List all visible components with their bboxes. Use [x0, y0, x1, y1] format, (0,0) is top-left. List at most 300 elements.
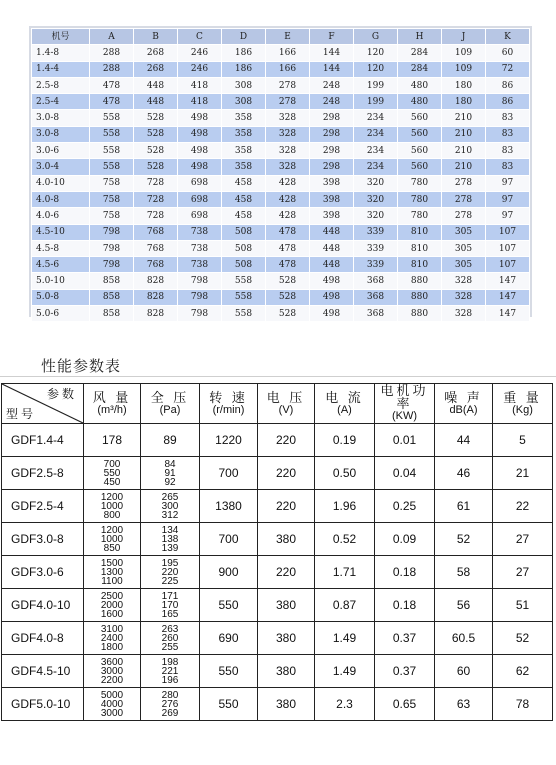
dimension-cell: 858 — [90, 273, 134, 289]
dimension-cell: 498 — [310, 289, 354, 305]
dimension-cell: 268 — [134, 61, 178, 77]
pressure-cell — [141, 622, 200, 655]
power-cell: 0.65 — [375, 688, 435, 721]
machine-number-cell: 5.0-10 — [32, 273, 90, 289]
voltage-cell: 380 — [258, 622, 315, 655]
dimension-row — [32, 240, 530, 256]
dimension-row — [32, 45, 530, 61]
pressure-value: 89 — [163, 433, 177, 447]
dimension-cell: 810 — [398, 240, 442, 256]
dimension-cell: 698 — [178, 175, 222, 191]
pressure-value: 255 — [161, 641, 179, 653]
performance-row — [2, 490, 553, 523]
dimension-row — [32, 61, 530, 77]
param-header-label: 风 量 — [92, 389, 132, 405]
dimension-cell: 328 — [266, 126, 310, 142]
flow-value: 2000 — [100, 599, 124, 611]
model-cell: GDF4.0-10 — [2, 589, 84, 622]
dimension-cell: 278 — [442, 175, 486, 191]
dimension-cell: 166 — [266, 61, 310, 77]
flow-cell — [84, 490, 141, 523]
pressure-cell — [141, 655, 200, 688]
voltage-cell: 220 — [258, 457, 315, 490]
dimension-row — [32, 175, 530, 191]
param-header-cell — [200, 384, 258, 424]
dimension-cell: 798 — [178, 273, 222, 289]
power-cell: 0.09 — [375, 523, 435, 556]
dimension-cell: 298 — [310, 126, 354, 142]
dimension-cell: 278 — [266, 77, 310, 93]
dimension-header-cell: F — [310, 29, 354, 45]
dimension-cell: 248 — [310, 77, 354, 93]
dimension-cell: 210 — [442, 110, 486, 126]
dimension-cell: 298 — [310, 110, 354, 126]
model-cell: GDF3.0-8 — [2, 523, 84, 556]
flow-value: 5000 — [100, 689, 124, 701]
dimension-cell: 328 — [442, 289, 486, 305]
param-header-cell — [435, 384, 493, 424]
weight-cell: 27 — [493, 523, 553, 556]
dimension-header-cell: C — [178, 29, 222, 45]
dimension-cell: 798 — [178, 289, 222, 305]
dimension-cell: 398 — [310, 191, 354, 207]
dimension-cell: 480 — [398, 77, 442, 93]
current-cell: 2.3 — [315, 688, 375, 721]
dimension-cell: 97 — [486, 175, 530, 191]
dimension-cell: 83 — [486, 126, 530, 142]
dimension-cell: 120 — [354, 61, 398, 77]
dimension-cell: 305 — [442, 224, 486, 240]
pressure-value: 300 — [161, 500, 179, 512]
param-header-cell — [84, 384, 141, 424]
performance-table-header — [2, 384, 553, 424]
model-cell: GDF2.5-4 — [2, 490, 84, 523]
flow-value: 3000 — [100, 665, 124, 677]
flow-value: 700 — [103, 458, 121, 470]
pressure-value: 165 — [161, 608, 179, 620]
weight-cell: 22 — [493, 490, 553, 523]
flow-value: 1000 — [100, 533, 124, 545]
dimension-cell: 810 — [398, 257, 442, 273]
dimension-cell: 308 — [222, 94, 266, 110]
pressure-value: 196 — [161, 674, 179, 686]
dimension-cell: 107 — [486, 257, 530, 273]
dimension-cell: 508 — [222, 240, 266, 256]
pressure-value: 269 — [161, 707, 179, 719]
flow-value: 178 — [101, 433, 123, 447]
dimension-cell: 858 — [90, 306, 134, 322]
flow-cell — [84, 424, 141, 457]
dimension-cell: 528 — [266, 289, 310, 305]
dimension-cell: 284 — [398, 45, 442, 61]
model-cell: GDF3.0-6 — [2, 556, 84, 589]
dimension-header-cell: J — [442, 29, 486, 45]
flow-value: 550 — [103, 467, 121, 479]
dimension-table-header — [32, 29, 530, 45]
param-header-unit: (m³/h) — [97, 403, 127, 416]
dimension-cell: 560 — [398, 143, 442, 159]
dimension-table-panel — [29, 26, 532, 317]
dimension-cell: 498 — [178, 143, 222, 159]
dimension-header-cell: K — [486, 29, 530, 45]
voltage-cell: 380 — [258, 589, 315, 622]
dimension-cell: 728 — [134, 175, 178, 191]
dimension-cell: 758 — [90, 208, 134, 224]
dimension-cell: 147 — [486, 273, 530, 289]
dimension-cell: 398 — [310, 208, 354, 224]
noise-cell: 60.5 — [435, 622, 493, 655]
machine-number-cell: 1.4-4 — [32, 61, 90, 77]
dimension-cell: 558 — [222, 306, 266, 322]
machine-number-cell: 4.0-6 — [32, 208, 90, 224]
noise-cell: 63 — [435, 688, 493, 721]
machine-number-cell: 5.0-8 — [32, 289, 90, 305]
pressure-value: 92 — [164, 476, 176, 488]
dimension-cell: 798 — [90, 257, 134, 273]
performance-row — [2, 589, 553, 622]
flow-value: 2200 — [100, 674, 124, 686]
model-cell: GDF5.0-10 — [2, 688, 84, 721]
dimension-row — [32, 289, 530, 305]
dimension-cell: 478 — [266, 257, 310, 273]
dimension-row — [32, 191, 530, 207]
speed-cell: 700 — [200, 457, 258, 490]
dimension-cell: 558 — [222, 289, 266, 305]
dimension-cell: 780 — [398, 191, 442, 207]
speed-cell: 1380 — [200, 490, 258, 523]
flow-value: 1300 — [100, 566, 124, 578]
pressure-value: 139 — [161, 542, 179, 554]
dimension-row — [32, 306, 530, 322]
machine-number-cell: 3.0-6 — [32, 143, 90, 159]
dimension-cell: 528 — [134, 159, 178, 175]
dimension-cell: 288 — [90, 61, 134, 77]
dimension-cell: 72 — [486, 61, 530, 77]
power-cell: 0.37 — [375, 655, 435, 688]
dimension-header-cell: A — [90, 29, 134, 45]
pressure-cell — [141, 424, 200, 457]
dimension-cell: 428 — [266, 208, 310, 224]
dimension-cell: 234 — [354, 143, 398, 159]
param-header-cell — [375, 384, 435, 424]
dimension-cell: 498 — [310, 273, 354, 289]
speed-cell: 1220 — [200, 424, 258, 457]
dimension-cell: 828 — [134, 289, 178, 305]
noise-cell: 44 — [435, 424, 493, 457]
performance-row — [2, 688, 553, 721]
pressure-value: 263 — [161, 623, 179, 635]
param-header-unit: (A) — [337, 403, 352, 416]
dimension-cell: 186 — [222, 45, 266, 61]
dimension-cell: 528 — [134, 126, 178, 142]
dimension-cell: 246 — [178, 61, 222, 77]
dimension-cell: 83 — [486, 159, 530, 175]
dimension-cell: 880 — [398, 306, 442, 322]
dimension-cell: 328 — [266, 110, 310, 126]
dimension-cell: 210 — [442, 143, 486, 159]
dimension-cell: 83 — [486, 143, 530, 159]
param-header-unit: dB(A) — [449, 403, 478, 416]
flow-value: 4000 — [100, 698, 124, 710]
machine-number-cell: 2.5-8 — [32, 77, 90, 93]
dimension-cell: 107 — [486, 224, 530, 240]
performance-table — [1, 383, 553, 721]
dimension-cell: 120 — [354, 45, 398, 61]
speed-cell: 550 — [200, 589, 258, 622]
flow-value: 1100 — [101, 575, 123, 587]
current-cell: 1.49 — [315, 655, 375, 688]
flow-value: 1800 — [100, 641, 124, 653]
pressure-value: 91 — [164, 467, 176, 479]
dimension-cell: 478 — [90, 77, 134, 93]
param-header-label: 电 压 — [266, 389, 306, 405]
dimension-cell: 448 — [310, 240, 354, 256]
noise-cell: 61 — [435, 490, 493, 523]
flow-value: 2500 — [100, 590, 124, 602]
dimension-cell: 528 — [134, 143, 178, 159]
dimension-row — [32, 273, 530, 289]
pressure-value: 276 — [161, 698, 179, 710]
dimension-cell: 368 — [354, 289, 398, 305]
dimension-header-cell: E — [266, 29, 310, 45]
dimension-cell: 560 — [398, 110, 442, 126]
current-cell: 0.52 — [315, 523, 375, 556]
current-cell: 0.50 — [315, 457, 375, 490]
dimension-cell: 320 — [354, 175, 398, 191]
dimension-cell: 758 — [90, 191, 134, 207]
dimension-cell: 728 — [134, 208, 178, 224]
dimension-header-cell: G — [354, 29, 398, 45]
flow-cell — [84, 622, 141, 655]
noise-cell: 60 — [435, 655, 493, 688]
dimension-cell: 144 — [310, 61, 354, 77]
dimension-cell: 109 — [442, 61, 486, 77]
dimension-cell: 109 — [442, 45, 486, 61]
dimension-cell: 798 — [90, 224, 134, 240]
dimension-cell: 738 — [178, 257, 222, 273]
performance-row — [2, 556, 553, 589]
dimension-cell: 339 — [354, 224, 398, 240]
weight-cell: 78 — [493, 688, 553, 721]
voltage-cell: 220 — [258, 424, 315, 457]
dimension-cell: 428 — [266, 191, 310, 207]
param-header-unit: (KW) — [391, 410, 418, 422]
corner-header — [2, 384, 84, 424]
dimension-cell: 305 — [442, 257, 486, 273]
power-cell: 0.01 — [375, 424, 435, 457]
pressure-cell — [141, 589, 200, 622]
dimension-cell: 448 — [134, 94, 178, 110]
dimension-cell: 448 — [310, 257, 354, 273]
dimension-cell: 398 — [310, 175, 354, 191]
param-header-label: 转 速 — [209, 389, 248, 405]
voltage-cell: 380 — [258, 655, 315, 688]
voltage-cell: 220 — [258, 556, 315, 589]
flow-value: 1500 — [100, 557, 124, 569]
dimension-cell: 328 — [266, 143, 310, 159]
dimension-cell: 210 — [442, 159, 486, 175]
dimension-header-cell: 机号 — [32, 29, 90, 45]
dimension-cell: 858 — [90, 289, 134, 305]
dimension-cell: 418 — [178, 94, 222, 110]
voltage-cell: 380 — [258, 688, 315, 721]
speed-cell: 700 — [200, 523, 258, 556]
dimension-cell: 880 — [398, 273, 442, 289]
dimension-cell: 528 — [134, 110, 178, 126]
corner-params-label: 参数 — [46, 387, 77, 401]
current-cell: 1.49 — [315, 622, 375, 655]
flow-cell — [84, 556, 141, 589]
pressure-value: 171 — [161, 590, 179, 602]
machine-number-cell: 4.0-8 — [32, 191, 90, 207]
dimension-cell: 728 — [134, 191, 178, 207]
power-cell: 0.18 — [375, 589, 435, 622]
dimension-cell: 498 — [178, 126, 222, 142]
pressure-cell — [141, 490, 200, 523]
flow-value: 3000 — [100, 707, 124, 719]
dimension-cell: 698 — [178, 208, 222, 224]
dimension-cell: 738 — [178, 240, 222, 256]
dimension-cell: 97 — [486, 208, 530, 224]
performance-row — [2, 424, 553, 457]
param-header-unit: (r/min) — [212, 403, 245, 416]
dimension-cell: 234 — [354, 110, 398, 126]
flow-value: 850 — [103, 542, 121, 554]
pressure-cell — [141, 688, 200, 721]
dimension-cell: 478 — [266, 240, 310, 256]
dimension-cell: 320 — [354, 208, 398, 224]
dimension-cell: 107 — [486, 240, 530, 256]
voltage-cell: 380 — [258, 523, 315, 556]
pressure-value: 265 — [161, 491, 179, 503]
pressure-value: 260 — [161, 632, 179, 644]
dimension-header-cell: B — [134, 29, 178, 45]
param-header-cell — [493, 384, 553, 424]
pressure-value: 221 — [161, 665, 179, 677]
dimension-cell: 768 — [134, 240, 178, 256]
dimension-cell: 320 — [354, 191, 398, 207]
dimension-cell: 144 — [310, 45, 354, 61]
pressure-value: 134 — [161, 524, 179, 536]
dimension-cell: 508 — [222, 224, 266, 240]
dimension-cell: 828 — [134, 273, 178, 289]
pressure-value: 170 — [161, 599, 179, 611]
dimension-row — [32, 224, 530, 240]
dimension-cell: 458 — [222, 175, 266, 191]
dimension-cell: 83 — [486, 110, 530, 126]
pressure-value: 138 — [161, 533, 179, 545]
param-header-label: 全 压 — [150, 389, 190, 405]
dimension-cell: 738 — [178, 224, 222, 240]
flow-value: 2400 — [100, 632, 124, 644]
dimension-cell: 880 — [398, 289, 442, 305]
flow-value: 1200 — [100, 524, 124, 536]
flow-cell — [84, 655, 141, 688]
dimension-cell: 358 — [222, 126, 266, 142]
dimension-cell: 448 — [310, 224, 354, 240]
flow-value: 800 — [103, 509, 121, 521]
dimension-cell: 798 — [178, 306, 222, 322]
machine-number-cell: 3.0-8 — [32, 110, 90, 126]
dimension-cell: 498 — [178, 110, 222, 126]
pressure-cell — [141, 556, 200, 589]
dimension-cell: 147 — [486, 306, 530, 322]
dimension-cell: 558 — [90, 126, 134, 142]
pressure-value: 195 — [161, 557, 179, 569]
dimension-cell: 278 — [442, 208, 486, 224]
machine-number-cell: 1.4-8 — [32, 45, 90, 61]
dimension-cell: 246 — [178, 45, 222, 61]
model-cell: GDF4.5-10 — [2, 655, 84, 688]
voltage-cell: 220 — [258, 490, 315, 523]
param-header-unit: (V) — [278, 403, 294, 416]
model-cell: GDF4.0-8 — [2, 622, 84, 655]
param-header-cell — [258, 384, 315, 424]
dimension-cell: 86 — [486, 94, 530, 110]
pressure-value: 280 — [161, 689, 179, 701]
dimension-cell: 288 — [90, 45, 134, 61]
performance-row — [2, 457, 553, 490]
performance-row — [2, 622, 553, 655]
dimension-table — [31, 28, 530, 322]
dimension-cell: 328 — [442, 273, 486, 289]
dimension-cell: 560 — [398, 159, 442, 175]
param-header-label: 重 量 — [503, 389, 542, 405]
performance-row — [2, 655, 553, 688]
power-cell: 0.37 — [375, 622, 435, 655]
dimension-cell: 339 — [354, 257, 398, 273]
weight-cell: 51 — [493, 589, 553, 622]
model-cell: GDF2.5-8 — [2, 457, 84, 490]
power-cell: 0.04 — [375, 457, 435, 490]
dimension-cell: 268 — [134, 45, 178, 61]
dimension-cell: 508 — [222, 257, 266, 273]
dimension-cell: 368 — [354, 273, 398, 289]
param-header-cell — [315, 384, 375, 424]
dimension-cell: 60 — [486, 45, 530, 61]
pressure-value: 198 — [161, 656, 179, 668]
dimension-cell: 278 — [266, 94, 310, 110]
machine-number-cell: 3.0-8 — [32, 126, 90, 142]
flow-value: 1000 — [100, 500, 124, 512]
flow-value: 3600 — [100, 656, 124, 668]
pressure-value: 84 — [164, 458, 176, 470]
flow-value: 1200 — [100, 491, 124, 503]
dimension-cell: 478 — [90, 94, 134, 110]
current-cell: 1.71 — [315, 556, 375, 589]
dimension-cell: 810 — [398, 224, 442, 240]
performance-row — [2, 523, 553, 556]
dimension-cell: 458 — [222, 191, 266, 207]
dimension-cell: 328 — [266, 159, 310, 175]
dimension-cell: 828 — [134, 306, 178, 322]
dimension-cell: 248 — [310, 94, 354, 110]
noise-cell: 58 — [435, 556, 493, 589]
dimension-row — [32, 126, 530, 142]
dimension-cell: 180 — [442, 94, 486, 110]
power-cell: 0.18 — [375, 556, 435, 589]
pressure-cell — [141, 457, 200, 490]
dimension-cell: 147 — [486, 289, 530, 305]
speed-cell: 550 — [200, 655, 258, 688]
performance-title: 性能参数表 — [41, 357, 122, 375]
param-header-cell — [141, 384, 200, 424]
dimension-header-cell: D — [222, 29, 266, 45]
pressure-value: 220 — [161, 566, 179, 578]
dimension-cell: 758 — [90, 175, 134, 191]
machine-number-cell: 4.5-6 — [32, 257, 90, 273]
dimension-cell: 284 — [398, 61, 442, 77]
